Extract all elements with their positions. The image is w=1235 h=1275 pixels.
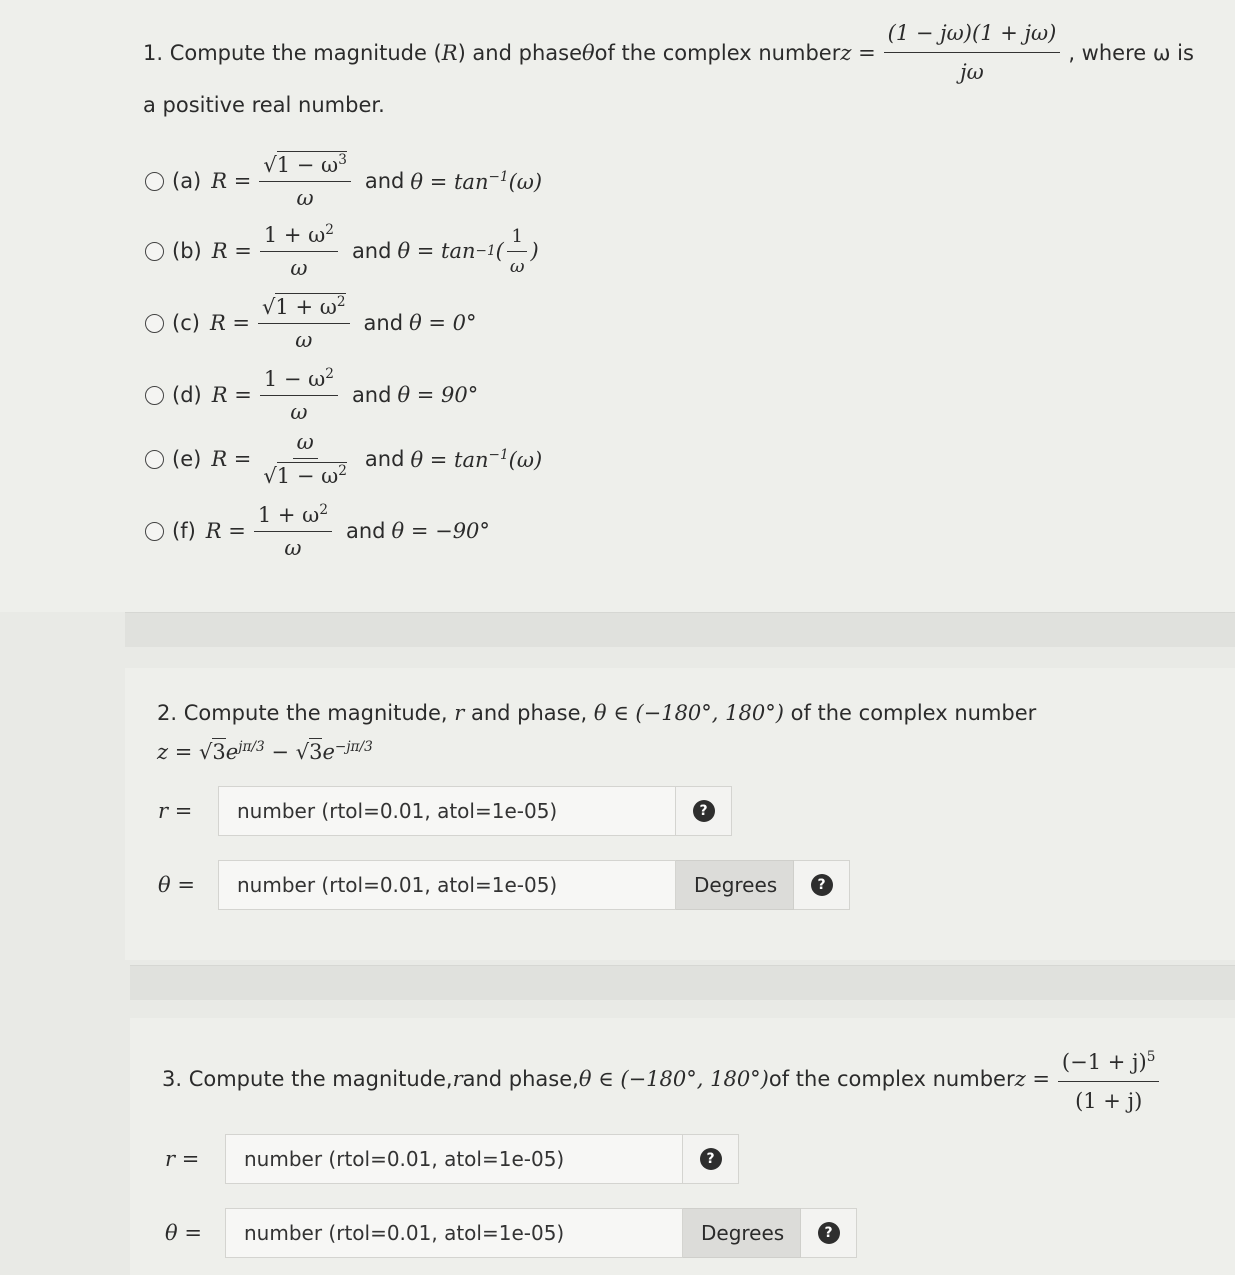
q3-phase-input[interactable] bbox=[225, 1208, 683, 1258]
q3-phase-row: θ = number (rtol=0.01, atol=1e-05) Degrees ? bbox=[165, 1208, 857, 1258]
q3-z-fraction: $\frac{(-1 + j)^5}{(1 + j)}$ bbox=[1058, 1042, 1160, 1116]
option-a-phase: $\theta = \tan^{-1}(\omega)$ bbox=[410, 168, 543, 194]
q3-magnitude-input[interactable] bbox=[225, 1134, 683, 1184]
option-d-magnitude: $\frac{1 - \omega^2}{\omega}$ bbox=[260, 366, 338, 424]
q2-degrees-unit: Degrees bbox=[676, 860, 794, 910]
q2-phase-help-icon[interactable]: ? bbox=[811, 874, 833, 896]
q3-degrees-unit: Degrees bbox=[683, 1208, 801, 1258]
radio-option-e[interactable] bbox=[145, 450, 164, 469]
option-e[interactable]: (e) R = $\frac{\omega}{√1 - \omega^2}$ and $\theta = \tan^{-1}(\omega)$ bbox=[145, 430, 542, 488]
option-b[interactable]: (b) R = $\frac{1 + \omega^2}{\omega}$ and θ = tan −1 ( $\frac{1}{\omega}$ ) bbox=[145, 222, 539, 280]
option-c[interactable]: (c) R = $\frac{√1 + \omega^2}{\omega}$ and θ = 0° bbox=[145, 294, 477, 352]
question-1-prompt: 1. Compute the magnitude ( R ) and phase θ of the complex number z = $\frac{(1 - j\omega)(1 + j\omega)}{j\omega}$ , where ω is bbox=[143, 18, 1223, 87]
q3-phase-help-icon[interactable]: ? bbox=[818, 1222, 840, 1244]
option-c-magnitude: $\frac{√1 + \omega^2}{\omega}$ bbox=[258, 294, 350, 352]
option-b-phase: θ = tan −1 ( $\frac{1}{\omega}$ ) bbox=[397, 225, 539, 277]
option-c-phase: θ = 0° bbox=[409, 311, 477, 335]
question-2-equation: $z = √3e^{j\pi/3} - √3e^{-j\pi/3}$ bbox=[157, 739, 373, 764]
q2-magnitude-help-icon[interactable]: ? bbox=[693, 800, 715, 822]
option-e-phase: $\theta = \tan^{-1}(\omega)$ bbox=[410, 446, 543, 472]
q2-phase-row: θ = number (rtol=0.01, atol=1e-05) Degrees ? bbox=[158, 860, 850, 910]
q2-magnitude-input[interactable] bbox=[218, 786, 676, 836]
option-a[interactable]: (a) R = $\frac{√1 - \omega^3}{\omega}$ and $\theta = \tan^{-1}(\omega)$ bbox=[145, 152, 542, 210]
radio-option-a[interactable] bbox=[145, 172, 164, 191]
q2-phase-input[interactable] bbox=[218, 860, 676, 910]
radio-option-c[interactable] bbox=[145, 314, 164, 333]
z-fraction: $\frac{(1 - j\omega)(1 + j\omega)}{j\omega}$ bbox=[884, 18, 1061, 87]
section-divider bbox=[125, 612, 1235, 647]
radio-option-b[interactable] bbox=[145, 242, 164, 261]
option-f[interactable]: (f) R = $\frac{1 + \omega^2}{\omega}$ and θ = −90° bbox=[145, 502, 490, 560]
option-f-phase: θ = −90° bbox=[391, 519, 490, 543]
radio-option-d[interactable] bbox=[145, 386, 164, 405]
option-b-magnitude: $\frac{1 + \omega^2}{\omega}$ bbox=[260, 222, 338, 280]
radio-option-f[interactable] bbox=[145, 522, 164, 541]
q3-magnitude-help-icon[interactable]: ? bbox=[700, 1148, 722, 1170]
option-d-phase: θ = 90° bbox=[397, 383, 479, 407]
question-1-prompt-line2: a positive real number. bbox=[143, 93, 385, 117]
section-divider bbox=[130, 965, 1235, 1000]
option-f-magnitude: $\frac{1 + \omega^2}{\omega}$ bbox=[254, 502, 332, 560]
option-e-magnitude: $\frac{\omega}{√1 - \omega^2}$ bbox=[263, 430, 347, 488]
option-d[interactable]: (d) R = $\frac{1 - \omega^2}{\omega}$ and θ = 90° bbox=[145, 366, 478, 424]
question-2-prompt: 2. Compute the magnitude, r and phase, θ ∈ (−180°, 180°) of the complex number bbox=[157, 701, 1037, 725]
question-3-prompt: 3. Compute the magnitude, r and phase, θ ∈ (−180°, 180°) of the complex number z = $\frac{(-1 + j)^5}{(1 + j)}$ bbox=[162, 1042, 1222, 1116]
q2-magnitude-row: r = number (rtol=0.01, atol=1e-05) ? bbox=[158, 786, 732, 836]
option-a-magnitude: $\frac{√1 - \omega^3}{\omega}$ bbox=[259, 152, 351, 210]
q3-magnitude-row: r = number (rtol=0.01, atol=1e-05) ? bbox=[165, 1134, 739, 1184]
